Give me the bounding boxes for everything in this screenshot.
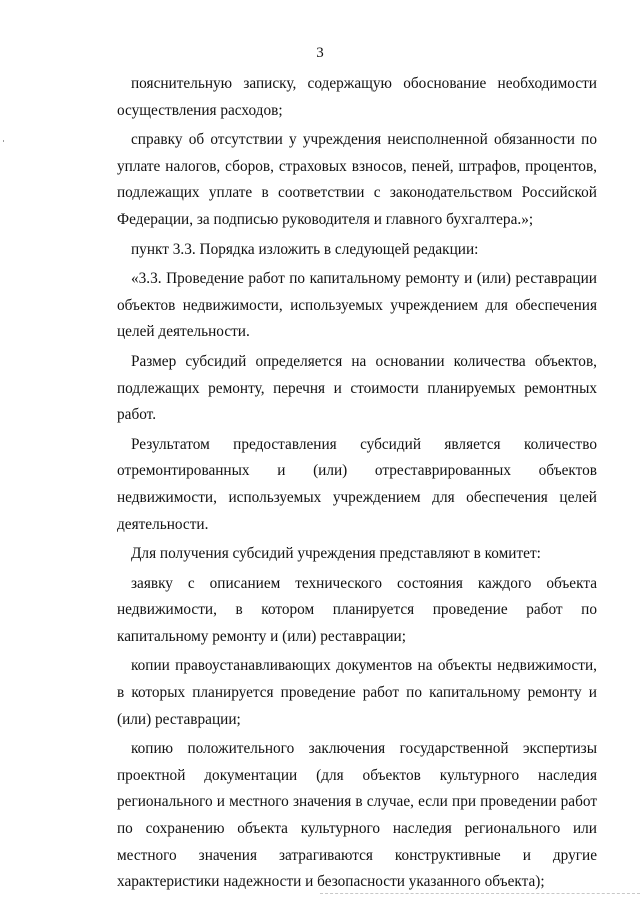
scan-artifact: [3, 140, 4, 142]
document-body: [117, 71, 597, 896]
paragraph-tax-certificate: справку об отсутствии у учреждения неисполненной обязанности по уплате налогов, сборов, страховых взносов, пеней, штрафов, процентов, подлежащих уплате в соответствии с законодательством Российской Федерации, за подписью руководителя и главного бухгалтера.»;: [117, 131, 597, 228]
paragraph-clause-3-3-intro: пункт 3.3. Порядка изложить в следующей редакции:: [131, 240, 479, 258]
page-number: 3: [316, 45, 324, 61]
paragraph-explanatory-note: пояснительную записку, содержащую обоснование необходимости осуществления расходов;: [117, 75, 597, 119]
paragraph-application: заявку с описанием технического состояния каждого объекта недвижимости, в котором планируется проведение работ по капитальному ремонту и (или) реставрации;: [117, 574, 597, 645]
paragraph-clause-3-3: «3.3. Проведение работ по капитальному ремонту и (или) реставрации объектов недвижимости, используемых учреждением для обеспечения целей деятельности.: [117, 270, 597, 341]
paragraph-expertise-conclusion: копию положительного заключения государственной экспертизы проектной документации (для объектов культурного наследия регионального и местного значения в случае, если при проведении работ по сохранению объекта культурного наследия регионального или местного значения затрагиваются конструктивные и другие характеристики надежности и безопасности указанного объекта);: [117, 740, 597, 891]
paragraph-subsidy-size: Размер субсидий определяется на основании количества объектов, подлежащих ремонту, перечня и стоимости планируемых ремонтных работ.: [117, 352, 597, 424]
paragraph-subsidy-result: Результатом предоставления субсидий является количество отремонтированных и (или) отреставрированных объектов недвижимости, используемых учреждением для обеспечения целей деятельности.: [117, 435, 597, 533]
scan-artifact-line: [320, 893, 640, 894]
paragraph-documents-intro: Для получения субсидий учреждения представляют в комитет:: [131, 545, 541, 563]
paragraph-title-documents: копии правоустанавливающих документов на объекты недвижимости, в которых планируется проведение работ по капитальному ремонту и (или) реставрации;: [117, 657, 597, 728]
